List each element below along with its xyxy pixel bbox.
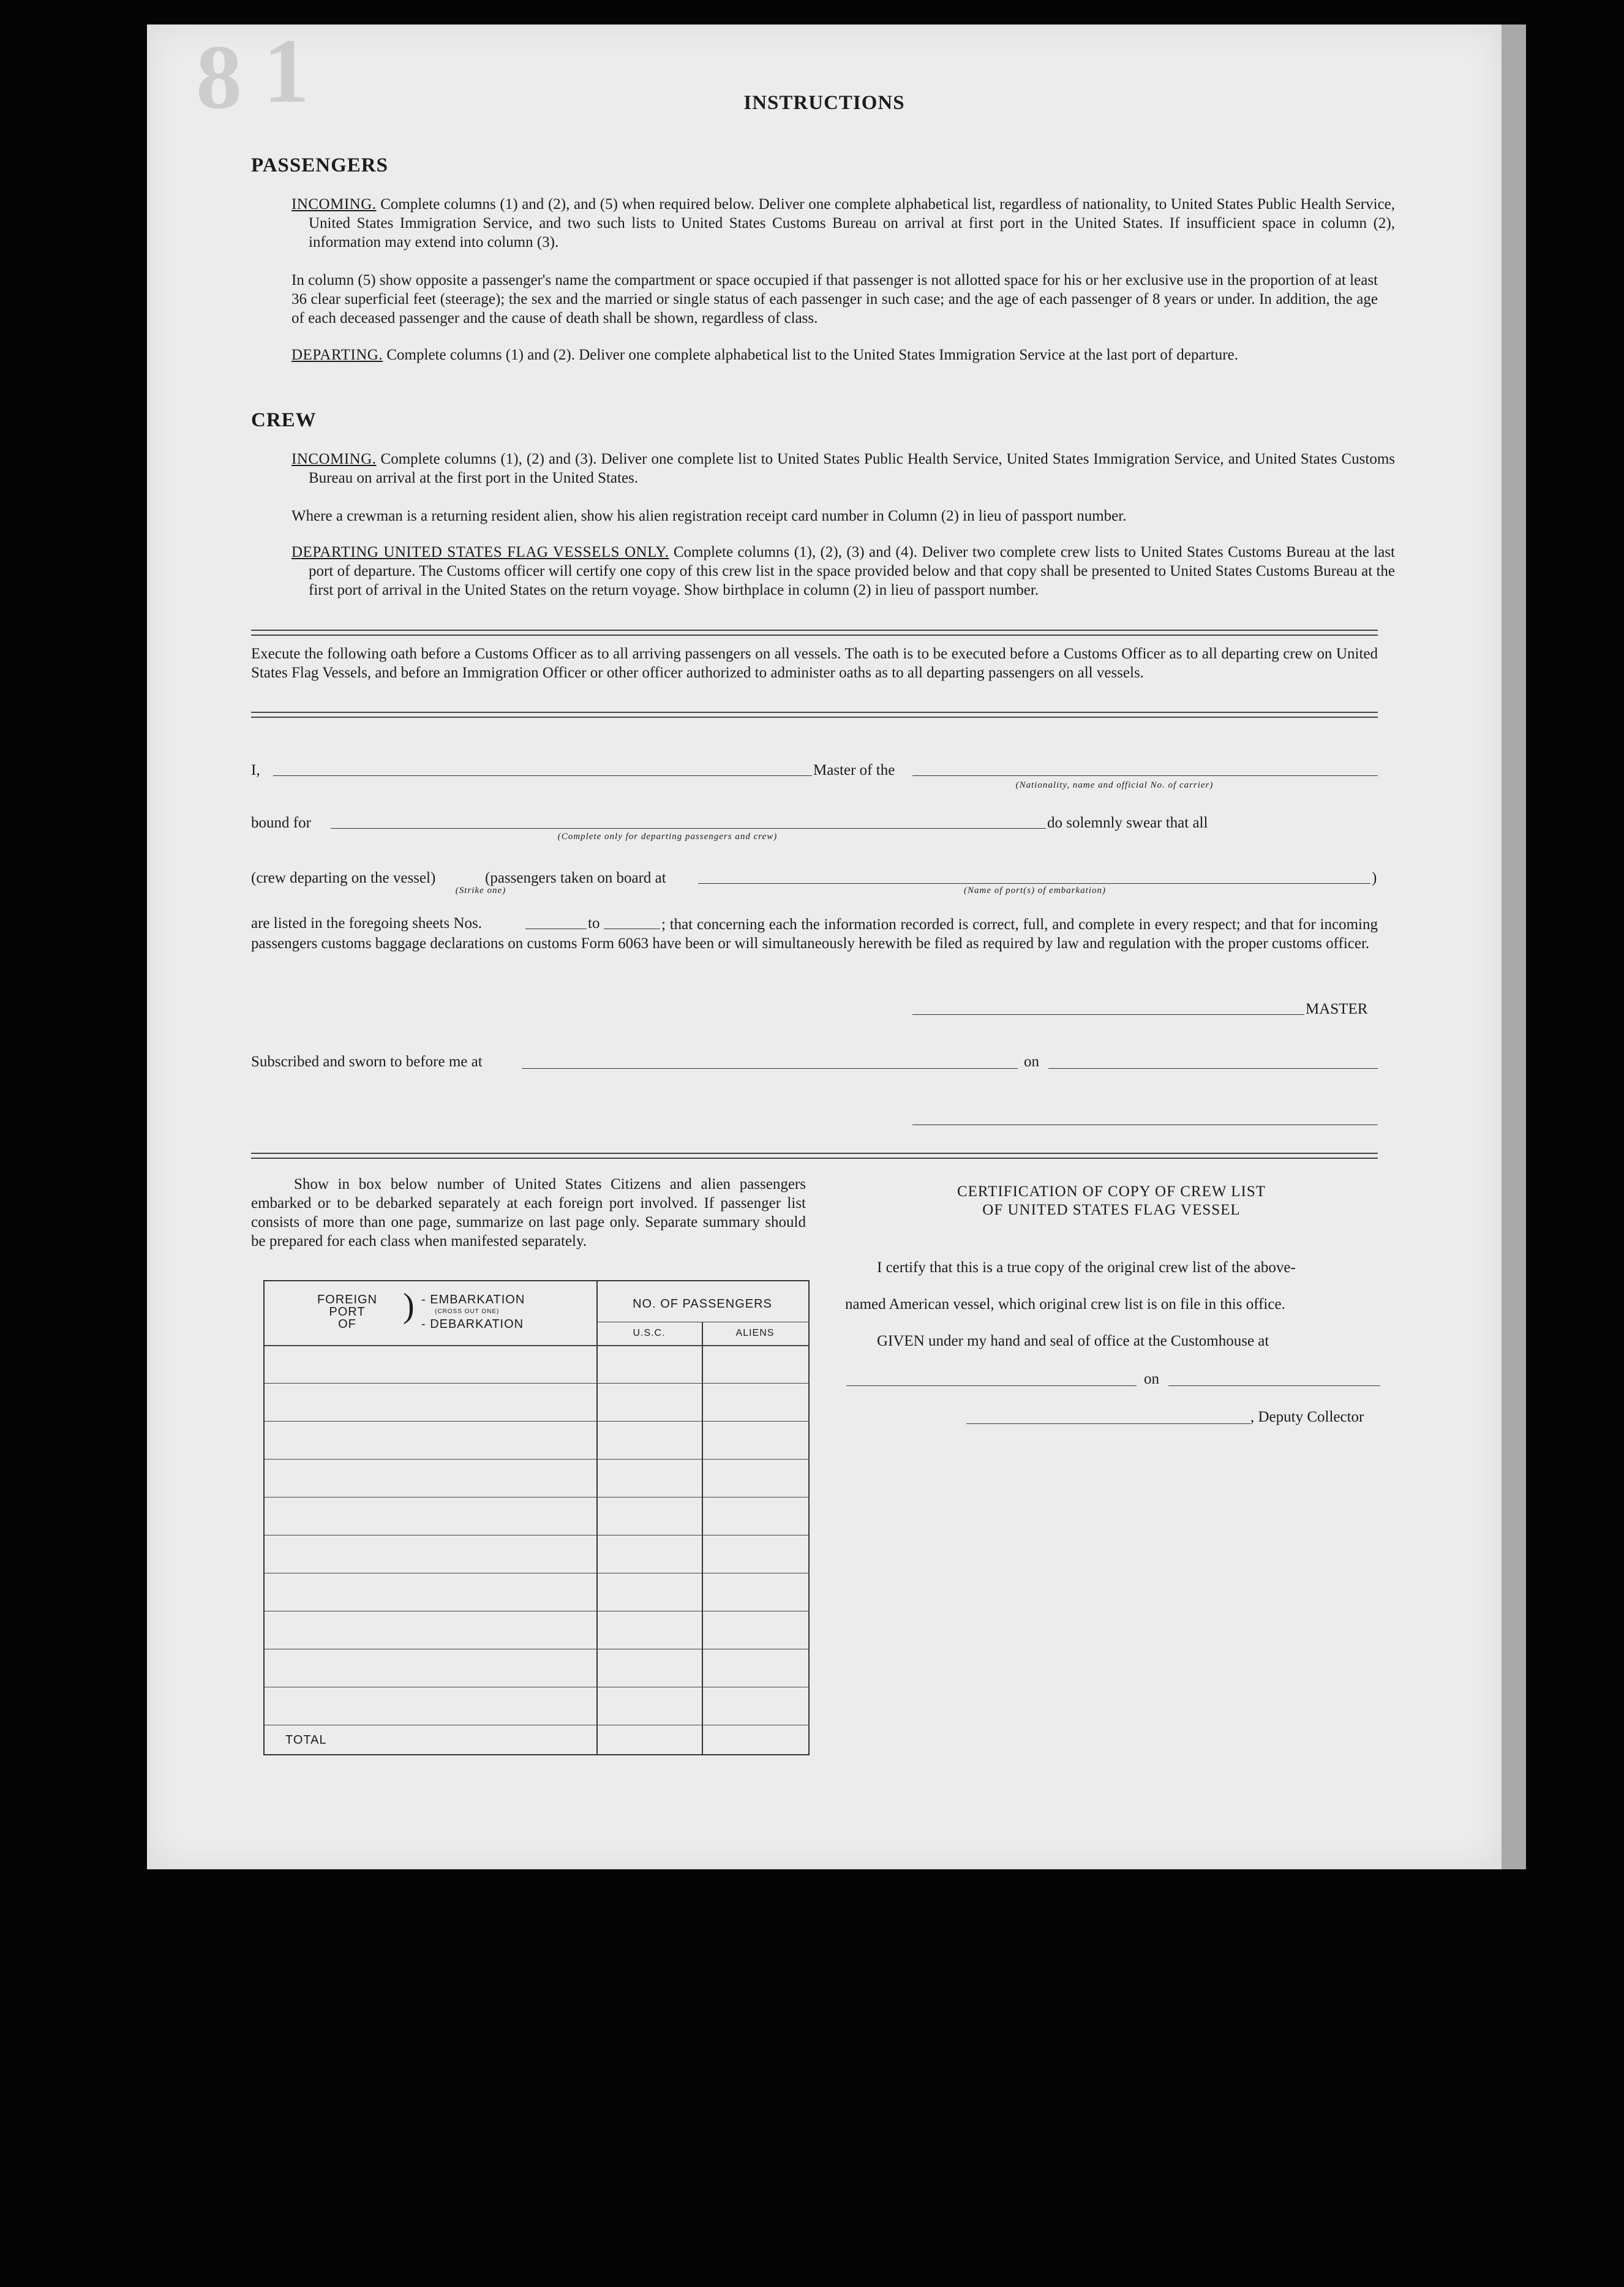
certify-text-line1: I certify that this is a true copy of the original crew list of the above- (877, 1259, 1296, 1276)
foreign-port-header (301, 1294, 393, 1330)
table-row[interactable] (265, 1649, 808, 1687)
carrier-caption: (Nationality, name and official No. of carrier) (1015, 780, 1214, 790)
table-row[interactable] (265, 1687, 808, 1725)
oath-listed-label: are listed in the foregoing sheets Nos. (251, 915, 482, 932)
table-row[interactable] (265, 1611, 808, 1649)
passengers-incoming-paragraph (291, 195, 1395, 252)
certification-on-label: on (1144, 1371, 1159, 1387)
crew-flag-paragraph (291, 543, 1395, 600)
sworn-on-label: on (1024, 1053, 1039, 1070)
embarkation-header (421, 1294, 574, 1330)
oath-bound-for-label: bound for (251, 815, 311, 831)
destination-field[interactable] (331, 828, 1046, 829)
oath-listed-text: ; that concerning each the information recorded is correct, full, and complete in every respect; and that for incoming passengers customs baggage declarations on customs Form 6063 have been or will simultaneously herewith be filed as required by law and regulation with the proper customs officer. (251, 916, 1378, 952)
passengers-heading: PASSENGERS (251, 154, 388, 176)
passengers-incoming-label: INCOMING. (291, 196, 377, 213)
given-text: GIVEN under my hand and seal of office at the Customhouse at (877, 1333, 1269, 1349)
oath-listed-to-label: to (588, 915, 600, 932)
oath-i-label: I, (251, 762, 260, 778)
passengers-departing-paragraph (291, 345, 1395, 364)
certify-text-line2: named American vessel, which original crew list is on file in this office. (845, 1296, 1285, 1313)
embarkation-port-field[interactable] (698, 883, 1370, 884)
oath-master-of-label: Master of the (813, 762, 895, 778)
divider-rule (251, 1153, 1378, 1159)
oath-intro-paragraph: Execute the following oath before a Customs Officer as to all arriving passengers on all vessels. The oath is to be executed before a Customs Officer as to all departing crew on United States Flag Vessels, and before an Immigration Officer or other officer authorized to administer oaths as to all departing passengers on all vessels. (251, 646, 1378, 681)
subscribed-label: Subscribed and sworn to before me at (251, 1053, 483, 1070)
table-row[interactable] (265, 1535, 808, 1573)
customhouse-location-field[interactable] (846, 1385, 1137, 1386)
bound-caption: (Complete only for departing passengers and crew) (557, 832, 778, 842)
total-label: TOTAL (285, 1733, 327, 1747)
foreign-label: FOREIGN (317, 1293, 378, 1306)
master-signature-label: MASTER (1306, 1001, 1368, 1017)
port-caption: (Name of port(s) of embarkation) (964, 886, 1106, 895)
debarkation-label: - DEBARKATION (421, 1317, 524, 1331)
crew-flag-text: Complete columns (1), (2), (3) and (4). Deliver two complete crew lists to United States Customs Bureau at the last port of departure. The Customs officer will certify one copy of this crew list in the space provided below and that copy shall be presented to United States Customs Bureau at the first port of arrival in the United States on the return voyage. Show birthplace in column (2) in lieu of passport number. (309, 544, 1395, 598)
crew-heading: CREW (251, 409, 317, 431)
usc-header: U.S.C. (633, 1328, 666, 1338)
embarkation-label: - EMBARKATION (421, 1293, 525, 1306)
passenger-summary-table (263, 1280, 810, 1755)
sworn-date-field[interactable] (1048, 1068, 1378, 1069)
certification-heading-line2: OF UNITED STATES FLAG VESSEL (982, 1202, 1241, 1218)
divider-rule (251, 712, 1378, 718)
divider-rule (251, 630, 1378, 636)
table-row[interactable] (265, 1345, 808, 1383)
bleed-through-mark: 1 (263, 20, 309, 122)
table-row[interactable] (265, 1459, 808, 1497)
passengers-incoming-text: Complete columns (1) and (2), and (5) when required below. Deliver one complete alphabetical list, regardless of nationality, to United States Public Health Service, United States Immigration Service, and two such lists to United States Customs Bureau on arrival at first port in the United States. If insufficient space in column (2), information may extend into column (3). (309, 196, 1396, 251)
oath-passengers-taken-option: (passengers taken on board at (485, 870, 666, 886)
master-signature-field[interactable] (912, 1014, 1304, 1015)
page-edge (1502, 24, 1526, 1869)
table-row[interactable] (265, 1383, 808, 1421)
crew-incoming-paragraph (291, 450, 1395, 488)
port-label: PORT (329, 1305, 366, 1319)
table-row[interactable] (265, 1497, 808, 1535)
table-row[interactable] (265, 1573, 808, 1611)
deputy-collector-signature-field[interactable] (966, 1423, 1250, 1424)
carrier-field[interactable] (912, 775, 1378, 776)
of-label: OF (338, 1317, 356, 1331)
oath-close-paren: ) (1372, 870, 1377, 886)
brace-left: ) (403, 1287, 415, 1325)
deputy-collector-label: , Deputy Collector (1250, 1409, 1364, 1425)
certification-heading-line1: CERTIFICATION OF COPY OF CREW LIST (957, 1183, 1266, 1200)
oath-listed-paragraph (251, 915, 1378, 953)
crew-resident-paragraph: Where a crewman is a returning resident alien, show his alien registration receipt card number in Column (2) in lieu of passport number. (291, 508, 1127, 524)
aliens-header: ALIENS (735, 1328, 775, 1338)
oath-swear-text: do solemnly swear that all (1047, 815, 1208, 831)
crew-incoming-label: INCOMING. (291, 451, 377, 467)
table-row[interactable] (265, 1421, 808, 1459)
sworn-location-field[interactable] (522, 1068, 1018, 1069)
passengers-column5-paragraph: In column (5) show opposite a passenger's name the compartment or space occupied if that passenger is not allotted space for his or her exclusive use in the proportion of at least 36 clear superficial feet (steerage); the sex and the married or single status of each passenger in such case; and the age of each passenger of 8 years or under. In addition, the age of each deceased passenger and the cause of death shall be shown, regardless of class. (291, 272, 1378, 326)
summary-instructions: Show in box below number of United States Citizens and alien passengers embarked or to be debarked separately at each foreign port involved. If passenger list consists of more than one page, summarize on last page only. Separate summary should be prepared for each class when manifested separately. (251, 1176, 806, 1249)
bleed-through-mark: 8 (196, 26, 242, 128)
crew-flag-label: DEPARTING UNITED STATES FLAG VESSELS ONLY. (291, 544, 669, 560)
passengers-departing-text: Complete columns (1) and (2). Deliver one complete alphabetical list to the United States Immigration Service at the last port of departure. (386, 347, 1238, 363)
master-name-field[interactable] (273, 775, 812, 776)
no-of-passengers-header: NO. OF PASSENGERS (633, 1297, 772, 1311)
cross-out-label: (CROSS OUT ONE) (435, 1308, 500, 1315)
crew-incoming-text: Complete columns (1), (2) and (3). Deliver one complete list to United States Public Health Service, United States Immigration Service, and United States Customs Bureau on arrival at the first port in the United States. (309, 451, 1395, 486)
page-title: INSTRUCTIONS (743, 92, 905, 114)
oath-crew-departing-option: (crew departing on the vessel) (251, 870, 436, 886)
certification-date-field[interactable] (1168, 1385, 1380, 1386)
strike-one-caption: (Strike one) (455, 886, 506, 895)
passengers-departing-label: DEPARTING. (291, 347, 383, 363)
